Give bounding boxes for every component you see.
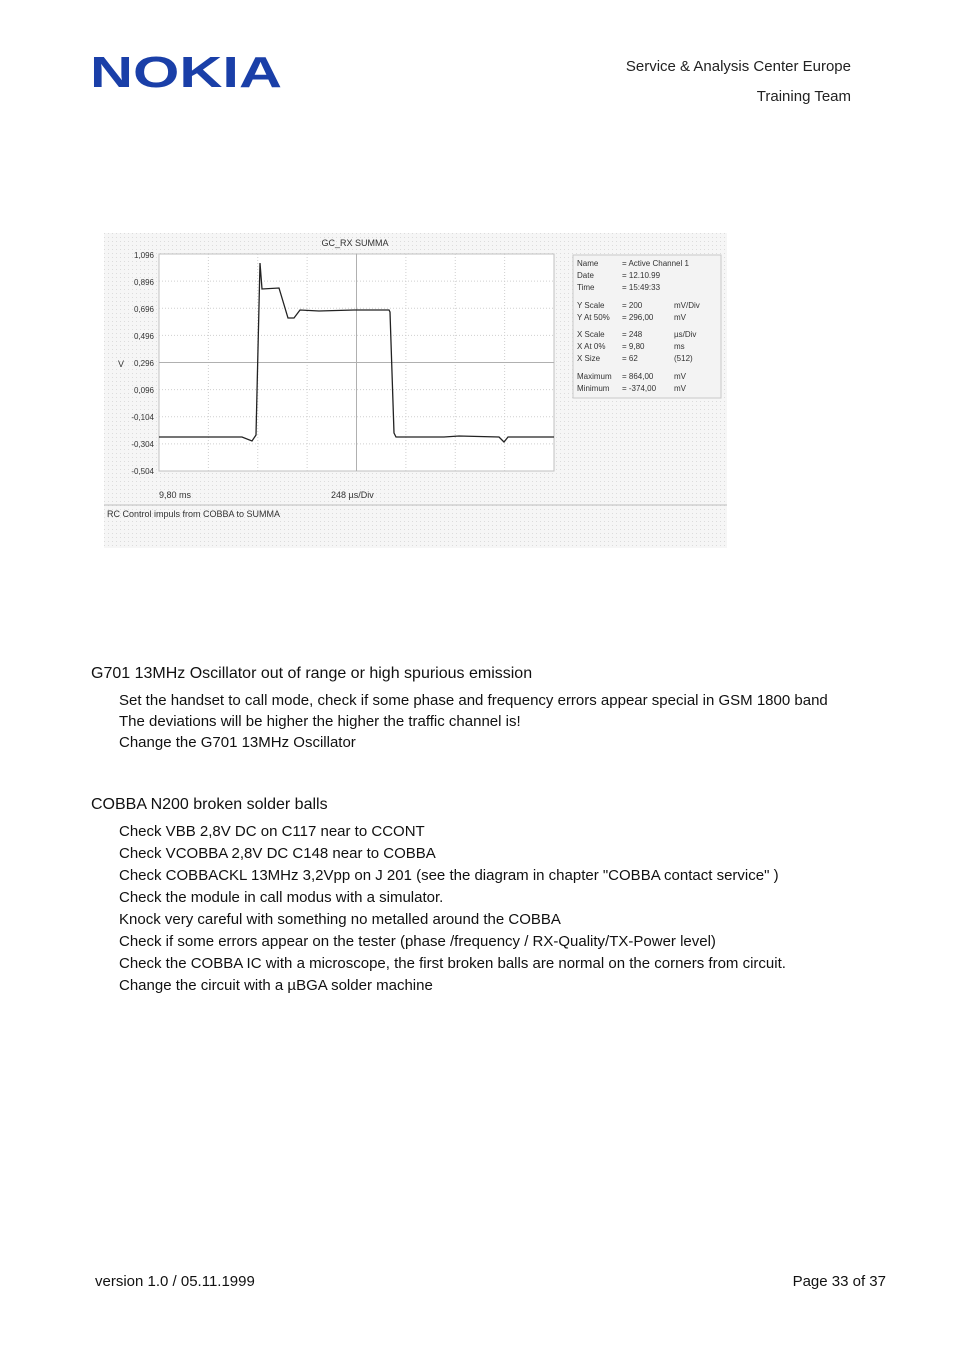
footer-version: version 1.0 / 05.11.1999 bbox=[95, 1273, 255, 1290]
oscilloscope-capture bbox=[104, 233, 727, 548]
plot-area bbox=[159, 254, 554, 471]
info-key: X At 0% bbox=[577, 342, 606, 351]
info-key: X Size bbox=[577, 354, 601, 363]
scope-caption: RC Control impuls from COBBA to SUMMA bbox=[107, 509, 281, 519]
y-tick-label: 0,096 bbox=[133, 386, 154, 395]
section2-line: Change the circuit with a µBGA solder machine bbox=[119, 977, 433, 994]
info-unit: µs/Div bbox=[674, 330, 697, 339]
info-key: Time bbox=[577, 283, 595, 292]
section1-line: Set the handset to call mode, check if some phase and frequency errors appear special in GSM 1800 band bbox=[119, 692, 828, 709]
svg-text:NOKIA: NOKIA bbox=[90, 52, 282, 92]
info-key: Y Scale bbox=[577, 301, 605, 310]
info-unit: ms bbox=[674, 342, 685, 351]
info-unit: (512) bbox=[674, 354, 693, 363]
info-unit: mV bbox=[674, 372, 686, 381]
y-tick-label: -0,104 bbox=[131, 413, 154, 422]
y-unit-label: V bbox=[118, 359, 125, 369]
y-tick-label: 0,296 bbox=[133, 359, 154, 368]
info-key: X Scale bbox=[577, 330, 605, 339]
info-key: Maximum bbox=[577, 372, 612, 381]
info-key: Y At 50% bbox=[577, 313, 610, 322]
header-org: Service & Analysis Center Europe bbox=[625, 58, 851, 75]
section1-title: G701 13MHz Oscillator out of range or high spurious emission bbox=[91, 665, 533, 682]
info-unit: mV/Div bbox=[674, 301, 700, 310]
y-tick-label: 0,496 bbox=[133, 332, 154, 341]
info-value: = 200 bbox=[622, 301, 643, 310]
info-key: Date bbox=[577, 271, 594, 280]
footer-page-number: Page 33 of 37 bbox=[792, 1273, 886, 1290]
section2-line: Check the module in call modus with a simulator. bbox=[119, 889, 444, 906]
section1-line: The deviations will be higher the higher the traffic channel is! bbox=[119, 713, 521, 730]
info-value: = 296,00 bbox=[622, 313, 654, 322]
info-unit: mV bbox=[674, 384, 686, 393]
nokia-logo bbox=[90, 52, 282, 92]
info-unit: mV bbox=[674, 313, 686, 322]
info-value: = 864,00 bbox=[622, 372, 654, 381]
info-value: = 12.10.99 bbox=[622, 271, 661, 280]
info-key: Name bbox=[577, 259, 599, 268]
info-value: = 62 bbox=[622, 354, 638, 363]
info-value: = 248 bbox=[622, 330, 643, 339]
info-key: Minimum bbox=[577, 384, 610, 393]
section2-line: Knock very careful with something no metalled around the COBBA bbox=[119, 911, 561, 928]
section2-line: Check the COBBA IC with a microscope, the first broken balls are normal on the corners from circuit. bbox=[119, 955, 786, 972]
x-scale-label: 248 µs/Div bbox=[331, 490, 374, 500]
info-value: = Active Channel 1 bbox=[622, 259, 689, 268]
y-tick-labels bbox=[131, 251, 154, 476]
scope-title: GC_RX SUMMA bbox=[321, 238, 389, 248]
y-tick-label: 0,696 bbox=[133, 305, 154, 314]
section1-line: Change the G701 13MHz Oscillator bbox=[119, 734, 356, 751]
header-team: Training Team bbox=[756, 88, 851, 105]
section2-title: COBBA N200 broken solder balls bbox=[91, 796, 328, 813]
section2-line: Check COBBACKL 13MHz 3,2Vpp on J 201 (see the diagram in chapter "COBBA contact service" ) bbox=[119, 867, 779, 884]
info-value: = 15:49:33 bbox=[622, 283, 661, 292]
x-left-label: 9,80 ms bbox=[159, 490, 192, 500]
info-value: = 9,80 bbox=[622, 342, 645, 351]
section2-line: Check if some errors appear on the tester (phase /frequency / RX-Quality/TX-Power level) bbox=[119, 933, 716, 950]
y-tick-label: 0,896 bbox=[133, 278, 154, 287]
section2-line: Check VCOBBA 2,8V DC C148 near to COBBA bbox=[119, 845, 436, 862]
y-tick-label: -0,504 bbox=[131, 467, 154, 476]
y-tick-label: -0,304 bbox=[131, 440, 154, 449]
info-value: = -374,00 bbox=[622, 384, 657, 393]
section2-line: Check VBB 2,8V DC on C117 near to CCONT bbox=[119, 823, 425, 840]
y-tick-label: 1,096 bbox=[133, 251, 154, 260]
